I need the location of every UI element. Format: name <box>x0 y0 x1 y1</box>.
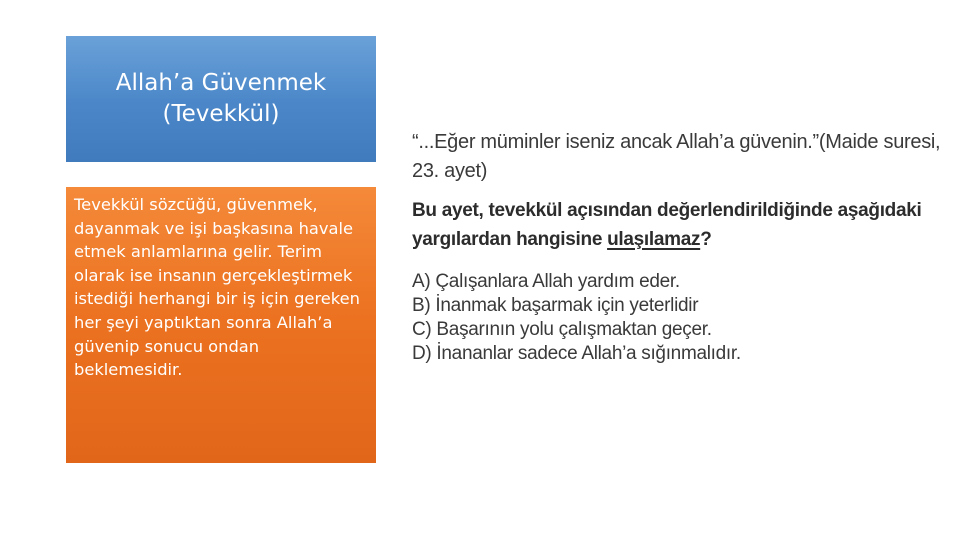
definition-text: Tevekkül sözcüğü, güvenmek, dayanmak ve işi başkasına havale etmek anlamlarına gelir. Terim olarak ise insanın gerçekleştirmek istediği herhangi bir iş için gereken her şeyi yaptıktan sonra Allah’a güvenip sonucu ondan beklemesidir. <box>74 195 360 380</box>
question-image <box>412 128 942 366</box>
definition-panel <box>66 187 376 463</box>
title-panel <box>66 36 376 162</box>
option-b: B) İnanmak başarmak için yeterlidir <box>412 295 699 316</box>
question-stem <box>412 196 942 254</box>
verse-quote: “...Eğer müminler iseniz ancak Allah’a güvenin.”(Maide suresi, 23. ayet) <box>412 131 941 182</box>
slide-title: Allah’a Güvenmek (Tevekkül) <box>115 70 327 127</box>
option-a: A) Çalışanlara Allah yardım eder. <box>412 271 680 292</box>
option-c: C) Başarının yolu çalışmaktan geçer. <box>412 319 712 340</box>
option-d: D) İnananlar sadece Allah’a sığınmalıdır. <box>412 343 741 364</box>
question-keyword: ulaşılamaz <box>607 229 701 250</box>
question-stem-text: Bu ayet, tevekkül açısından değerlendirildiğinde aşağıdaki yargılardan hangisine <box>412 200 922 250</box>
question-mark: ? <box>700 229 712 250</box>
answer-options <box>412 270 942 366</box>
